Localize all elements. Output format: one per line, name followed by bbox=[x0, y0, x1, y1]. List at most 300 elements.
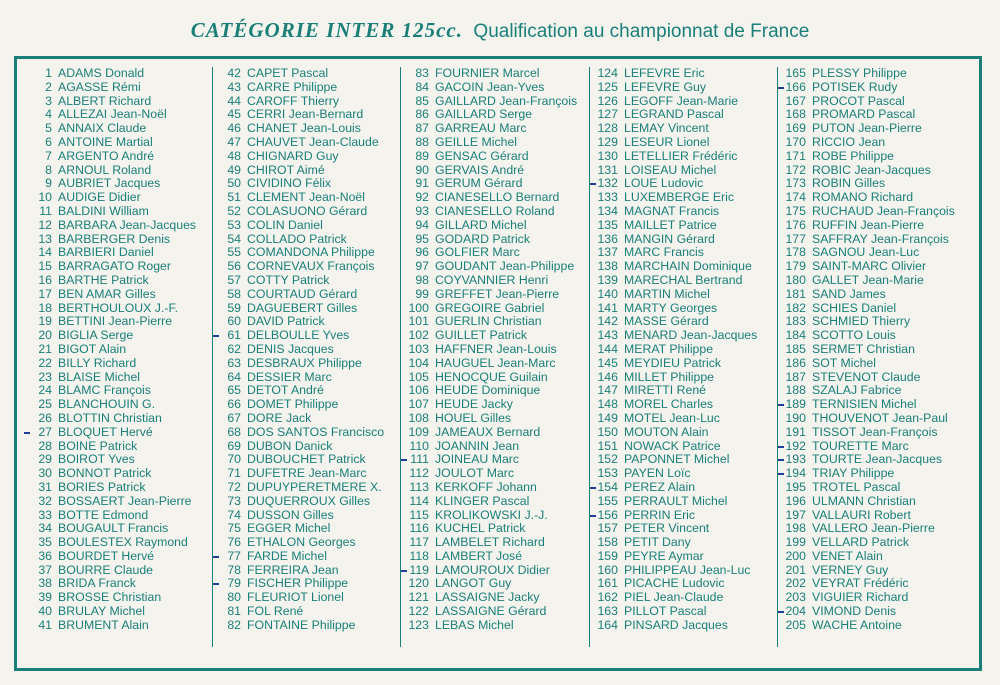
rider-number: 131 bbox=[597, 163, 618, 177]
list-item bbox=[213, 591, 395, 605]
rider-number: 155 bbox=[597, 494, 618, 508]
rider-name: STEVENOT Claude bbox=[812, 370, 921, 384]
rider-name: LASSAIGNE Gérard bbox=[435, 605, 547, 619]
list-item bbox=[213, 191, 395, 205]
list-item bbox=[401, 274, 583, 288]
list-item bbox=[778, 495, 960, 509]
rider-number: 200 bbox=[785, 549, 806, 563]
rider-number: 199 bbox=[785, 536, 806, 550]
list-item bbox=[401, 371, 583, 385]
rider-name: COLLADO Patrick bbox=[247, 232, 347, 246]
rider-number: 84 bbox=[415, 80, 429, 94]
rider-name: MEYDIEU Patrick bbox=[624, 356, 722, 370]
rider-name: GUILLET Patrick bbox=[435, 329, 528, 343]
rider-name: HAFFNER Jean-Louis bbox=[435, 342, 557, 356]
list-item bbox=[401, 357, 583, 371]
list-item bbox=[213, 522, 395, 536]
list-item bbox=[213, 536, 395, 550]
list-item bbox=[401, 591, 583, 605]
list-item bbox=[213, 108, 395, 122]
rider-name: LEGOFF Jean-Marie bbox=[624, 94, 739, 108]
rider-name: VELLARD Patrick bbox=[812, 536, 910, 550]
rider-number: 64 bbox=[227, 370, 241, 384]
rider-number: 11 bbox=[39, 204, 52, 218]
rider-name: VALLERO Jean-Pierre bbox=[812, 522, 935, 536]
rider-name: BRULAY Michel bbox=[58, 605, 146, 619]
rider-number: 55 bbox=[227, 246, 241, 260]
list-item bbox=[213, 274, 395, 288]
list-item bbox=[778, 81, 960, 95]
rider-number: 38 bbox=[38, 577, 52, 591]
list-item bbox=[590, 219, 772, 233]
list-item bbox=[213, 412, 395, 426]
rider-name: BARBARA Jean-Jacques bbox=[58, 218, 197, 232]
rider-name: BALDINI William bbox=[58, 204, 149, 218]
rider-name: JOANNIN Jean bbox=[435, 439, 520, 453]
rider-number: 187 bbox=[785, 370, 806, 384]
list-item bbox=[590, 136, 772, 150]
rider-number: 146 bbox=[597, 370, 618, 384]
rider-name: TROTEL Pascal bbox=[812, 480, 901, 494]
rider-number: 49 bbox=[227, 163, 241, 177]
rider-name: BLAISE Michel bbox=[58, 370, 141, 384]
rider-number: 43 bbox=[227, 80, 241, 94]
list-item bbox=[213, 495, 395, 509]
list-item bbox=[24, 205, 207, 219]
rider-number: 27 bbox=[38, 425, 52, 439]
rider-number: 125 bbox=[597, 80, 618, 94]
rider-number: 145 bbox=[597, 356, 618, 370]
list-item bbox=[213, 136, 395, 150]
rider-name: LESEUR Lionel bbox=[624, 135, 710, 149]
rider-number: 1 bbox=[45, 67, 52, 80]
list-item bbox=[24, 577, 207, 591]
rider-name: LEMAY Vincent bbox=[624, 122, 709, 136]
list-item bbox=[213, 81, 395, 95]
rider-number: 73 bbox=[227, 494, 241, 508]
list-item bbox=[213, 343, 395, 357]
rider-name: BARBERGER Denis bbox=[58, 232, 171, 246]
list-item bbox=[401, 205, 583, 219]
rider-number: 109 bbox=[408, 425, 429, 439]
rider-number: 111 bbox=[410, 453, 429, 467]
rider-name: BETTINI Jean-Pierre bbox=[58, 315, 173, 329]
rider-number: 74 bbox=[227, 508, 241, 522]
rider-name: DUBOUCHET Patrick bbox=[247, 453, 366, 467]
list-item bbox=[401, 509, 583, 523]
rider-name: MASSE Gérard bbox=[624, 315, 709, 329]
rider-number: 56 bbox=[227, 260, 241, 274]
rider-name: MAILLET Patrice bbox=[624, 218, 717, 232]
rider-number: 192 bbox=[785, 439, 806, 453]
rider-name: TOURETTE Marc bbox=[812, 439, 909, 453]
rider-number: 160 bbox=[597, 563, 618, 577]
list-item bbox=[213, 219, 395, 233]
rider-number: 72 bbox=[227, 480, 241, 494]
rider-number: 88 bbox=[415, 135, 429, 149]
pen-mark bbox=[213, 335, 219, 337]
rider-number: 63 bbox=[227, 356, 241, 370]
rider-name: MARC Francis bbox=[624, 246, 704, 260]
rider-name: PIEL Jean-Claude bbox=[624, 591, 724, 605]
list-item bbox=[590, 205, 772, 219]
list-item bbox=[401, 136, 583, 150]
list-item bbox=[24, 177, 207, 191]
list-item bbox=[213, 550, 395, 564]
list-item bbox=[213, 150, 395, 164]
rider-name: BILLY Richard bbox=[58, 356, 137, 370]
rider-number: 204 bbox=[785, 605, 806, 619]
rider-number: 156 bbox=[597, 508, 618, 522]
list-item bbox=[590, 288, 772, 302]
rider-number: 91 bbox=[415, 177, 429, 191]
list-item bbox=[401, 412, 583, 426]
rider-name: MARECHAL Bertrand bbox=[624, 273, 743, 287]
rider-name: ROBE Philippe bbox=[812, 149, 895, 163]
list-item bbox=[590, 412, 772, 426]
rider-name: DAGUEBERT Gilles bbox=[247, 301, 358, 315]
rider-name: HAUGUEL Jean-Marc bbox=[435, 356, 556, 370]
rider-number: 120 bbox=[408, 577, 429, 591]
rider-name: BLANCHOUIN G. bbox=[58, 398, 156, 412]
list-item bbox=[24, 426, 207, 440]
rider-number: 57 bbox=[227, 273, 241, 287]
rider-number: 203 bbox=[785, 591, 806, 605]
list-item bbox=[24, 412, 207, 426]
rider-name: BARBIERI Daniel bbox=[58, 246, 154, 260]
list-item bbox=[24, 495, 207, 509]
rider-name: CIVIDINO Félix bbox=[247, 177, 332, 191]
rider-number: 29 bbox=[38, 453, 52, 467]
list-item bbox=[778, 246, 960, 260]
list-item bbox=[24, 150, 207, 164]
rider-name: COLIN Daniel bbox=[247, 218, 323, 232]
list-item bbox=[24, 191, 207, 205]
list-item bbox=[401, 343, 583, 357]
list-item bbox=[590, 440, 772, 454]
rider-name: KUCHEL Patrick bbox=[435, 522, 526, 536]
list-item bbox=[590, 95, 772, 109]
rider-name: VIGUIER Richard bbox=[812, 591, 909, 605]
list-item bbox=[778, 219, 960, 233]
rider-number: 44 bbox=[227, 94, 241, 108]
rider-name: FOL René bbox=[247, 605, 304, 619]
rider-number: 143 bbox=[597, 329, 618, 343]
rider-name: BONNOT Patrick bbox=[58, 467, 152, 481]
list-item bbox=[778, 191, 960, 205]
list-item bbox=[590, 619, 772, 633]
list-item bbox=[24, 246, 207, 260]
rider-name: VENET Alain bbox=[812, 549, 883, 563]
rider-number: 141 bbox=[597, 301, 618, 315]
rider-number: 69 bbox=[227, 439, 241, 453]
rider-number: 138 bbox=[597, 260, 618, 274]
rider-name: LASSAIGNE Jacky bbox=[435, 591, 540, 605]
rider-number: 53 bbox=[227, 218, 241, 232]
rider-name: ARGENTO André bbox=[58, 149, 155, 163]
list-item bbox=[401, 481, 583, 495]
rider-name: PEREZ Alain bbox=[624, 480, 696, 494]
list-item bbox=[401, 81, 583, 95]
list-item bbox=[213, 426, 395, 440]
rider-name: LAMOUROUX Didier bbox=[435, 563, 550, 577]
rider-number: 42 bbox=[227, 67, 241, 80]
list-item bbox=[778, 205, 960, 219]
rider-number: 147 bbox=[597, 384, 618, 398]
rider-name: BIGLIA Serge bbox=[58, 329, 134, 343]
rider-name: ULMANN Christian bbox=[812, 494, 916, 508]
rider-number: 106 bbox=[408, 384, 429, 398]
rider-name: MARTY Georges bbox=[624, 301, 718, 315]
rider-name: AUDIGE Didier bbox=[58, 191, 141, 205]
rider-name: THOUVENOT Jean-Paul bbox=[812, 411, 948, 425]
rider-number: 172 bbox=[785, 163, 806, 177]
rider-name: BLOQUET Hervé bbox=[58, 425, 153, 439]
list-item bbox=[213, 315, 395, 329]
list-item bbox=[401, 619, 583, 633]
rider-number: 66 bbox=[227, 398, 241, 412]
list-item bbox=[778, 412, 960, 426]
rider-number: 166 bbox=[785, 80, 806, 94]
rider-number: 79 bbox=[227, 577, 241, 591]
column-4 bbox=[589, 67, 772, 647]
rider-number: 70 bbox=[227, 453, 241, 467]
rider-number: 148 bbox=[597, 398, 618, 412]
list-item bbox=[778, 343, 960, 357]
rider-name: FARDE Michel bbox=[247, 549, 327, 563]
list-item bbox=[213, 122, 395, 136]
list-item bbox=[778, 564, 960, 578]
rider-name: PAYEN Loïc bbox=[624, 467, 691, 481]
list-item bbox=[590, 233, 772, 247]
pen-mark bbox=[778, 473, 784, 475]
list-item bbox=[401, 302, 583, 316]
pen-mark bbox=[778, 611, 784, 613]
rider-name: VALLAURI Robert bbox=[812, 508, 911, 522]
rider-number: 101 bbox=[408, 315, 429, 329]
list-item bbox=[24, 384, 207, 398]
rider-number: 19 bbox=[38, 315, 52, 329]
list-item bbox=[213, 481, 395, 495]
rider-number: 123 bbox=[408, 618, 429, 632]
rider-name: TRIAY Philippe bbox=[812, 467, 895, 481]
pen-mark bbox=[401, 570, 407, 572]
pen-mark bbox=[778, 459, 784, 461]
rider-name: KERKOFF Johann bbox=[435, 480, 537, 494]
rider-number: 136 bbox=[597, 232, 618, 246]
rider-name: SAFFRAY Jean-François bbox=[812, 232, 949, 246]
rider-number: 162 bbox=[597, 591, 618, 605]
rider-name: CARRE Philippe bbox=[247, 80, 338, 94]
rider-name: MIRETTI René bbox=[624, 384, 706, 398]
rider-name: CAROFF Thierry bbox=[247, 94, 340, 108]
rider-name: HEUDE Jacky bbox=[435, 398, 513, 412]
rider-name: COURTAUD Gérard bbox=[247, 287, 358, 301]
rider-number: 137 bbox=[597, 246, 618, 260]
list-item bbox=[213, 233, 395, 247]
list-item bbox=[590, 315, 772, 329]
list-item bbox=[590, 302, 772, 316]
rider-name: GILLARD Michel bbox=[435, 218, 527, 232]
list-item bbox=[213, 398, 395, 412]
rider-name: MOREL Charles bbox=[624, 398, 714, 412]
rider-name: BOSSAERT Jean-Pierre bbox=[58, 494, 192, 508]
rider-number: 52 bbox=[227, 204, 241, 218]
rider-name: BEN AMAR Gilles bbox=[58, 287, 156, 301]
rider-name: SOT Michel bbox=[812, 356, 877, 370]
rider-number: 67 bbox=[227, 411, 241, 425]
rider-name: BERTHOULOUX J.-F. bbox=[58, 301, 179, 315]
rider-number: 135 bbox=[597, 218, 618, 232]
list-item bbox=[778, 536, 960, 550]
list-item bbox=[590, 177, 772, 191]
list-item bbox=[778, 384, 960, 398]
rider-name: ADAMS Donald bbox=[58, 67, 145, 80]
rider-number: 184 bbox=[785, 329, 806, 343]
list-item bbox=[778, 481, 960, 495]
rider-name: MARTIN Michel bbox=[624, 287, 710, 301]
rider-number: 129 bbox=[597, 135, 618, 149]
rider-number: 48 bbox=[227, 149, 241, 163]
rider-number: 178 bbox=[785, 246, 806, 260]
list-item bbox=[401, 95, 583, 109]
rider-number: 78 bbox=[227, 563, 241, 577]
rider-number: 94 bbox=[415, 218, 429, 232]
list-item bbox=[778, 605, 960, 619]
rider-name: FONTAINE Philippe bbox=[247, 618, 356, 632]
list-item bbox=[213, 302, 395, 316]
rider-name: CERRI Jean-Bernard bbox=[247, 108, 364, 122]
rider-number: 183 bbox=[785, 315, 806, 329]
rider-number: 198 bbox=[785, 522, 806, 536]
rider-number: 144 bbox=[597, 342, 618, 356]
rider-name: GENSAC Gérard bbox=[435, 149, 529, 163]
rider-name: LEFEVRE Guy bbox=[624, 80, 707, 94]
list-item bbox=[213, 260, 395, 274]
rider-name: PLESSY Philippe bbox=[812, 67, 907, 80]
rider-name: JOULOT Marc bbox=[435, 467, 515, 481]
rider-name: CIANESELLO Roland bbox=[435, 204, 555, 218]
subtitle: Qualification au championnat de France bbox=[473, 21, 810, 42]
list-item bbox=[213, 329, 395, 343]
rider-number: 188 bbox=[785, 384, 806, 398]
pen-mark bbox=[213, 583, 219, 585]
list-item bbox=[401, 329, 583, 343]
list-item bbox=[24, 619, 207, 633]
list-item bbox=[401, 219, 583, 233]
list-item bbox=[778, 122, 960, 136]
rider-number: 7 bbox=[45, 149, 52, 163]
rider-number: 82 bbox=[227, 618, 241, 632]
list-item bbox=[24, 260, 207, 274]
rider-name: TOURTE Jean-Jacques bbox=[812, 453, 943, 467]
list-item bbox=[213, 605, 395, 619]
list-item bbox=[778, 315, 960, 329]
rider-name: KROLIKOWSKI J.-J. bbox=[435, 508, 548, 522]
rider-number: 157 bbox=[597, 522, 618, 536]
rider-number: 17 bbox=[38, 287, 52, 301]
rider-number: 97 bbox=[415, 260, 429, 274]
list-item bbox=[590, 371, 772, 385]
list-item bbox=[213, 564, 395, 578]
rider-number: 37 bbox=[38, 563, 52, 577]
rider-number: 164 bbox=[597, 618, 618, 632]
list-item bbox=[778, 329, 960, 343]
list-item bbox=[778, 302, 960, 316]
list-item bbox=[24, 371, 207, 385]
rider-number: 205 bbox=[785, 618, 806, 632]
list-item bbox=[213, 509, 395, 523]
list-item bbox=[590, 426, 772, 440]
rider-number: 9 bbox=[45, 177, 52, 191]
rider-number: 10 bbox=[38, 191, 52, 205]
rider-number: 89 bbox=[415, 149, 429, 163]
list-item bbox=[24, 453, 207, 467]
rider-number: 112 bbox=[409, 467, 429, 481]
list-item bbox=[778, 95, 960, 109]
rider-name: GAILLARD Serge bbox=[435, 108, 533, 122]
rider-name: CHANET Jean-Louis bbox=[247, 122, 361, 136]
rider-name: CLEMENT Jean-Noël bbox=[247, 191, 366, 205]
rider-name: CHIROT Aimé bbox=[247, 163, 325, 177]
rider-number: 28 bbox=[38, 439, 52, 453]
rider-number: 14 bbox=[38, 246, 52, 260]
list-item bbox=[213, 577, 395, 591]
rider-name: GREGOIRE Gabriel bbox=[435, 301, 545, 315]
rider-name: MOTEL Jean-Luc bbox=[624, 411, 720, 425]
pen-mark bbox=[590, 487, 596, 489]
rider-name: DELBOULLE Yves bbox=[247, 329, 350, 343]
list-item bbox=[590, 357, 772, 371]
rider-name: CHAUVET Jean-Claude bbox=[247, 135, 379, 149]
rider-name: NOWACK Patrice bbox=[624, 439, 721, 453]
rider-number: 18 bbox=[38, 301, 52, 315]
rider-number: 98 bbox=[415, 273, 429, 287]
list-item bbox=[213, 453, 395, 467]
list-item bbox=[590, 522, 772, 536]
rider-name: LANGOT Guy bbox=[435, 577, 512, 591]
rider-number: 35 bbox=[38, 536, 52, 550]
list-item bbox=[401, 440, 583, 454]
rider-number: 142 bbox=[597, 315, 618, 329]
rider-name: RUCHAUD Jean-François bbox=[812, 204, 955, 218]
list-item bbox=[590, 343, 772, 357]
rider-name: COLASUONO Gérard bbox=[247, 204, 368, 218]
list-item bbox=[213, 467, 395, 481]
rider-name: LEBAS Michel bbox=[435, 618, 514, 632]
rider-number: 126 bbox=[597, 94, 618, 108]
list-item bbox=[778, 150, 960, 164]
list-item bbox=[401, 191, 583, 205]
rider-number: 168 bbox=[785, 108, 806, 122]
list-item bbox=[590, 495, 772, 509]
list-item bbox=[401, 495, 583, 509]
rider-name: ROBIN Gilles bbox=[812, 177, 886, 191]
rider-number: 117 bbox=[409, 536, 429, 550]
rider-name: ROBIC Jean-Jacques bbox=[812, 163, 931, 177]
rider-number: 122 bbox=[408, 605, 429, 619]
rider-name: ANNAIX Claude bbox=[58, 122, 147, 136]
rider-name: ALLEZAI Jean-Noël bbox=[58, 108, 167, 122]
list-item bbox=[778, 577, 960, 591]
rider-number: 124 bbox=[597, 67, 618, 80]
list-item bbox=[213, 67, 395, 81]
list-item bbox=[590, 564, 772, 578]
list-item bbox=[778, 619, 960, 633]
rider-number: 171 bbox=[785, 149, 806, 163]
list-item bbox=[24, 122, 207, 136]
rider-number: 176 bbox=[785, 218, 806, 232]
